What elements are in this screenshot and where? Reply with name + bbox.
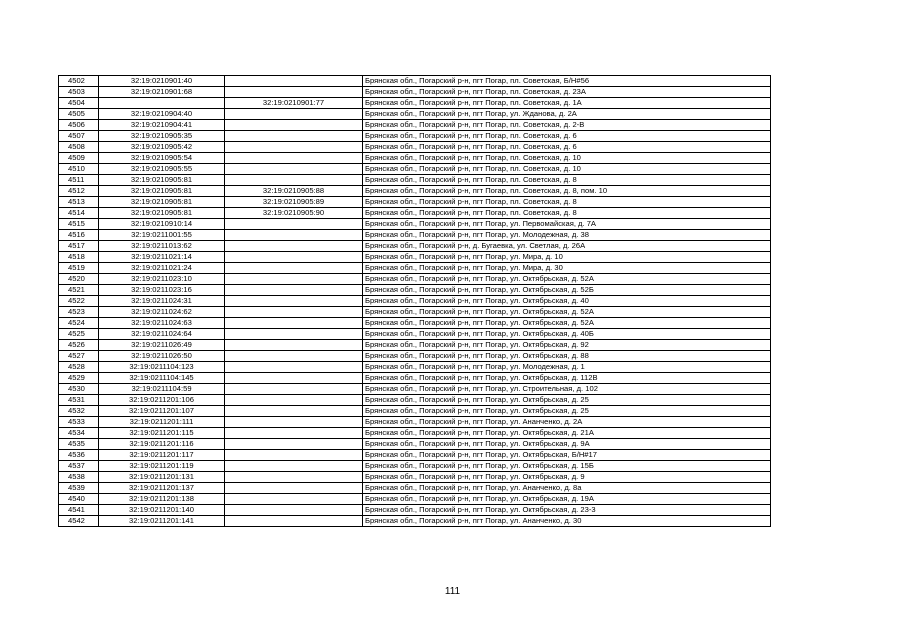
- address-cell: Брянская обл., Погарский р-н, пгт Погар, ул. Молодежная, д. 38: [363, 230, 771, 241]
- parcel-number-cell: 32:19:0211201:141: [99, 516, 225, 527]
- row-number-cell: 4502: [59, 76, 99, 87]
- parcel-number-cell: 32:19:0211024:63: [99, 318, 225, 329]
- address-cell: Брянская обл., Погарский р-н, пгт Погар, ул. Октябрьская, Б/Н#17: [363, 450, 771, 461]
- address-cell: Брянская обл., Погарский р-н, пгт Погар, ул. Ананченко, д. 2А: [363, 417, 771, 428]
- table-row: [59, 516, 771, 527]
- address-cell: Брянская обл., Погарский р-н, пгт Погар, пл. Советская, д. 8: [363, 208, 771, 219]
- table-row: [59, 329, 771, 340]
- parcel-number-cell: 32:19:0210905:35: [99, 131, 225, 142]
- parcel-number-cell: 32:19:0210905:81: [99, 208, 225, 219]
- parcel-number-cell: 32:19:0211104:123: [99, 362, 225, 373]
- address-cell: Брянская обл., Погарский р-н, пгт Погар, ул. Октябрьская, д. 52А: [363, 318, 771, 329]
- object-number-cell: 32:19:0210905:90: [225, 208, 363, 219]
- object-number-cell: [225, 494, 363, 505]
- parcel-number-cell: 32:19:0210905:54: [99, 153, 225, 164]
- object-number-cell: [225, 516, 363, 527]
- parcel-number-cell: 32:19:0210905:81: [99, 186, 225, 197]
- table-row: [59, 439, 771, 450]
- address-cell: Брянская обл., Погарский р-н, пгт Погар, пл. Советская, д. 2-В: [363, 120, 771, 131]
- row-number-cell: 4517: [59, 241, 99, 252]
- parcel-number-cell: 32:19:0211024:64: [99, 329, 225, 340]
- object-number-cell: [225, 505, 363, 516]
- parcel-number-cell: 32:19:0211021:24: [99, 263, 225, 274]
- address-cell: Брянская обл., Погарский р-н, пгт Погар, пл. Советская, Б/Н#56: [363, 76, 771, 87]
- table-row: [59, 153, 771, 164]
- object-number-cell: [225, 219, 363, 230]
- address-cell: Брянская обл., Погарский р-н, пгт Погар, ул. Октябрьская, д. 19А: [363, 494, 771, 505]
- table-row: [59, 98, 771, 109]
- address-cell: Брянская обл., Погарский р-н, пгт Погар, ул. Ананченко, д. 8а: [363, 483, 771, 494]
- row-number-cell: 4529: [59, 373, 99, 384]
- table-row: [59, 461, 771, 472]
- table-row: [59, 362, 771, 373]
- parcel-number-cell: 32:19:0211023:16: [99, 285, 225, 296]
- table-row: [59, 285, 771, 296]
- table-row: [59, 318, 771, 329]
- object-number-cell: [225, 296, 363, 307]
- table-row: [59, 109, 771, 120]
- row-number-cell: 4520: [59, 274, 99, 285]
- address-cell: Брянская обл., Погарский р-н, пгт Погар, ул. Первомайская, д. 7А: [363, 219, 771, 230]
- parcel-number-cell: 32:19:0211201:107: [99, 406, 225, 417]
- object-number-cell: [225, 76, 363, 87]
- row-number-cell: 4510: [59, 164, 99, 175]
- row-number-cell: 4531: [59, 395, 99, 406]
- parcel-number-cell: 32:19:0211201:119: [99, 461, 225, 472]
- table-row: [59, 208, 771, 219]
- address-cell: Брянская обл., Погарский р-н, пгт Погар, ул. Октябрьская, д. 52Б: [363, 285, 771, 296]
- row-number-cell: 4538: [59, 472, 99, 483]
- parcel-number-cell: 32:19:0211201:111: [99, 417, 225, 428]
- table-row: [59, 131, 771, 142]
- address-cell: Брянская обл., Погарский р-н, пгт Погар, ул. Октябрьская, д. 9: [363, 472, 771, 483]
- parcel-number-cell: 32:19:0211201:140: [99, 505, 225, 516]
- table-row: [59, 219, 771, 230]
- object-number-cell: [225, 131, 363, 142]
- table-row: [59, 230, 771, 241]
- address-cell: Брянская обл., Погарский р-н, пгт Погар, ул. Октябрьская, д. 52А: [363, 307, 771, 318]
- object-number-cell: 32:19:0210901:77: [225, 98, 363, 109]
- object-number-cell: [225, 439, 363, 450]
- parcel-number-cell: 32:19:0211201:106: [99, 395, 225, 406]
- row-number-cell: 4535: [59, 439, 99, 450]
- parcel-number-cell: 32:19:0211201:117: [99, 450, 225, 461]
- row-number-cell: 4524: [59, 318, 99, 329]
- parcel-number-cell: 32:19:0211023:10: [99, 274, 225, 285]
- address-cell: Брянская обл., Погарский р-н, пгт Погар, ул. Октябрьская, д. 40: [363, 296, 771, 307]
- object-number-cell: 32:19:0210905:88: [225, 186, 363, 197]
- table-row: [59, 351, 771, 362]
- row-number-cell: 4541: [59, 505, 99, 516]
- address-cell: Брянская обл., Погарский р-н, пгт Погар, ул. Октябрьская, д. 52А: [363, 274, 771, 285]
- parcel-number-cell: 32:19:0211201:137: [99, 483, 225, 494]
- object-number-cell: [225, 175, 363, 186]
- table-row: [59, 197, 771, 208]
- parcel-number-cell: 32:19:0210901:68: [99, 87, 225, 98]
- object-number-cell: [225, 461, 363, 472]
- table-row: [59, 164, 771, 175]
- table-row: [59, 494, 771, 505]
- address-cell: Брянская обл., Погарский р-н, пгт Погар, пл. Советская, д. 6: [363, 142, 771, 153]
- table-row: [59, 241, 771, 252]
- address-cell: Брянская обл., Погарский р-н, пгт Погар, ул. Октябрьская, д. 21А: [363, 428, 771, 439]
- address-cell: Брянская обл., Погарский р-н, пгт Погар, ул. Октябрьская, д. 112В: [363, 373, 771, 384]
- table-row: [59, 274, 771, 285]
- table-row: [59, 472, 771, 483]
- table-row: [59, 76, 771, 87]
- parcel-number-cell: 32:19:0211201:116: [99, 439, 225, 450]
- parcel-number-cell: 32:19:0211021:14: [99, 252, 225, 263]
- table-body: [59, 76, 771, 527]
- object-number-cell: [225, 142, 363, 153]
- row-number-cell: 4539: [59, 483, 99, 494]
- row-number-cell: 4532: [59, 406, 99, 417]
- address-cell: Брянская обл., Погарский р-н, пгт Погар, пл. Советская, д. 8: [363, 175, 771, 186]
- object-number-cell: [225, 329, 363, 340]
- address-cell: Брянская обл., Погарский р-н, пгт Погар, пл. Советская, д. 8: [363, 197, 771, 208]
- row-number-cell: 4536: [59, 450, 99, 461]
- address-cell: Брянская обл., Погарский р-н, пгт Погар, ул. Октябрьская, д. 15Б: [363, 461, 771, 472]
- object-number-cell: [225, 252, 363, 263]
- table-row: [59, 307, 771, 318]
- row-number-cell: 4509: [59, 153, 99, 164]
- parcel-number-cell: 32:19:0210905:55: [99, 164, 225, 175]
- row-number-cell: 4525: [59, 329, 99, 340]
- address-cell: Брянская обл., Погарский р-н, пгт Погар, пл. Советская, д. 1А: [363, 98, 771, 109]
- table-row: [59, 87, 771, 98]
- address-cell: Брянская обл., Погарский р-н, пгт Погар, ул. Ананченко, д. 30: [363, 516, 771, 527]
- row-number-cell: 4516: [59, 230, 99, 241]
- address-cell: Брянская обл., Погарский р-н, пгт Погар, ул. Жданова, д. 2А: [363, 109, 771, 120]
- parcel-number-cell: 32:19:0210905:81: [99, 197, 225, 208]
- object-number-cell: [225, 274, 363, 285]
- parcel-number-cell: 32:19:0211013:62: [99, 241, 225, 252]
- parcel-number-cell: 32:19:0210905:81: [99, 175, 225, 186]
- table-row: [59, 483, 771, 494]
- address-cell: Брянская обл., Погарский р-н, д. Бугаевка, ул. Светлая, д. 26А: [363, 241, 771, 252]
- row-number-cell: 4505: [59, 109, 99, 120]
- table-row: [59, 120, 771, 131]
- row-number-cell: 4508: [59, 142, 99, 153]
- row-number-cell: 4528: [59, 362, 99, 373]
- parcel-number-cell: [99, 98, 225, 109]
- cadastral-table: [58, 75, 771, 527]
- table-row: [59, 340, 771, 351]
- parcel-number-cell: 32:19:0211104:145: [99, 373, 225, 384]
- row-number-cell: 4530: [59, 384, 99, 395]
- row-number-cell: 4513: [59, 197, 99, 208]
- address-cell: Брянская обл., Погарский р-н, пгт Погар, ул. Октябрьская, д. 25: [363, 395, 771, 406]
- table-row: [59, 384, 771, 395]
- object-number-cell: [225, 263, 363, 274]
- object-number-cell: [225, 164, 363, 175]
- row-number-cell: 4518: [59, 252, 99, 263]
- object-number-cell: [225, 395, 363, 406]
- object-number-cell: [225, 472, 363, 483]
- row-number-cell: 4511: [59, 175, 99, 186]
- address-cell: Брянская обл., Погарский р-н, пгт Погар, пл. Советская, д. 8, пом. 10: [363, 186, 771, 197]
- address-cell: Брянская обл., Погарский р-н, пгт Погар, ул. Мира, д. 10: [363, 252, 771, 263]
- object-number-cell: [225, 351, 363, 362]
- row-number-cell: 4542: [59, 516, 99, 527]
- object-number-cell: [225, 406, 363, 417]
- object-number-cell: [225, 318, 363, 329]
- row-number-cell: 4515: [59, 219, 99, 230]
- object-number-cell: [225, 428, 363, 439]
- address-cell: Брянская обл., Погарский р-н, пгт Погар, ул. Октябрьская, д. 88: [363, 351, 771, 362]
- address-cell: Брянская обл., Погарский р-н, пгт Погар, пл. Советская, д. 23А: [363, 87, 771, 98]
- object-number-cell: [225, 153, 363, 164]
- object-number-cell: [225, 450, 363, 461]
- parcel-number-cell: 32:19:0211024:62: [99, 307, 225, 318]
- row-number-cell: 4503: [59, 87, 99, 98]
- table-row: [59, 373, 771, 384]
- address-cell: Брянская обл., Погарский р-н, пгт Погар, ул. Октябрьская, д. 92: [363, 340, 771, 351]
- parcel-number-cell: 32:19:0211024:31: [99, 296, 225, 307]
- table-row: [59, 186, 771, 197]
- row-number-cell: 4540: [59, 494, 99, 505]
- parcel-number-cell: 32:19:0210910:14: [99, 219, 225, 230]
- address-cell: Брянская обл., Погарский р-н, пгт Погар, ул. Октябрьская, д. 23-3: [363, 505, 771, 516]
- row-number-cell: 4527: [59, 351, 99, 362]
- address-cell: Брянская обл., Погарский р-н, пгт Погар, ул. Октябрьская, д. 25: [363, 406, 771, 417]
- table-row: [59, 417, 771, 428]
- table-row: [59, 428, 771, 439]
- object-number-cell: [225, 109, 363, 120]
- object-number-cell: [225, 384, 363, 395]
- address-cell: Брянская обл., Погарский р-н, пгт Погар, пл. Советская, д. 6: [363, 131, 771, 142]
- object-number-cell: [225, 241, 363, 252]
- row-number-cell: 4512: [59, 186, 99, 197]
- row-number-cell: 4522: [59, 296, 99, 307]
- table-row: [59, 450, 771, 461]
- address-cell: Брянская обл., Погарский р-н, пгт Погар, пл. Советская, д. 10: [363, 164, 771, 175]
- table-row: [59, 252, 771, 263]
- page-number: 111: [444, 586, 461, 597]
- parcel-number-cell: 32:19:0210905:42: [99, 142, 225, 153]
- address-cell: Брянская обл., Погарский р-н, пгт Погар, пл. Советская, д. 10: [363, 153, 771, 164]
- row-number-cell: 4504: [59, 98, 99, 109]
- row-number-cell: 4533: [59, 417, 99, 428]
- parcel-number-cell: 32:19:0210901:40: [99, 76, 225, 87]
- parcel-number-cell: 32:19:0211201:115: [99, 428, 225, 439]
- object-number-cell: [225, 340, 363, 351]
- table-row: [59, 175, 771, 186]
- object-number-cell: [225, 483, 363, 494]
- object-number-cell: [225, 120, 363, 131]
- object-number-cell: 32:19:0210905:89: [225, 197, 363, 208]
- address-cell: Брянская обл., Погарский р-н, пгт Погар, ул. Строительная, д. 102: [363, 384, 771, 395]
- row-number-cell: 4523: [59, 307, 99, 318]
- address-cell: Брянская обл., Погарский р-н, пгт Погар, ул. Молодежная, д. 1: [363, 362, 771, 373]
- table-row: [59, 406, 771, 417]
- object-number-cell: [225, 362, 363, 373]
- object-number-cell: [225, 285, 363, 296]
- row-number-cell: 4519: [59, 263, 99, 274]
- parcel-number-cell: 32:19:0211201:131: [99, 472, 225, 483]
- table-row: [59, 395, 771, 406]
- row-number-cell: 4506: [59, 120, 99, 131]
- parcel-number-cell: 32:19:0211026:50: [99, 351, 225, 362]
- parcel-number-cell: 32:19:0210904:40: [99, 109, 225, 120]
- object-number-cell: [225, 417, 363, 428]
- row-number-cell: 4507: [59, 131, 99, 142]
- parcel-number-cell: 32:19:0210904:41: [99, 120, 225, 131]
- address-cell: Брянская обл., Погарский р-н, пгт Погар, ул. Октябрьская, д. 40Б: [363, 329, 771, 340]
- address-cell: Брянская обл., Погарский р-н, пгт Погар, ул. Октябрьская, д. 9А: [363, 439, 771, 450]
- parcel-number-cell: 32:19:0211201:138: [99, 494, 225, 505]
- object-number-cell: [225, 230, 363, 241]
- row-number-cell: 4534: [59, 428, 99, 439]
- address-cell: Брянская обл., Погарский р-н, пгт Погар, ул. Мира, д. 30: [363, 263, 771, 274]
- parcel-number-cell: 32:19:0211026:49: [99, 340, 225, 351]
- table-row: [59, 505, 771, 516]
- row-number-cell: 4521: [59, 285, 99, 296]
- row-number-cell: 4526: [59, 340, 99, 351]
- parcel-number-cell: 32:19:0211001:55: [99, 230, 225, 241]
- object-number-cell: [225, 87, 363, 98]
- parcel-number-cell: 32:19:0211104:59: [99, 384, 225, 395]
- table-row: [59, 263, 771, 274]
- row-number-cell: 4537: [59, 461, 99, 472]
- table-row: [59, 142, 771, 153]
- object-number-cell: [225, 307, 363, 318]
- row-number-cell: 4514: [59, 208, 99, 219]
- object-number-cell: [225, 373, 363, 384]
- table-row: [59, 296, 771, 307]
